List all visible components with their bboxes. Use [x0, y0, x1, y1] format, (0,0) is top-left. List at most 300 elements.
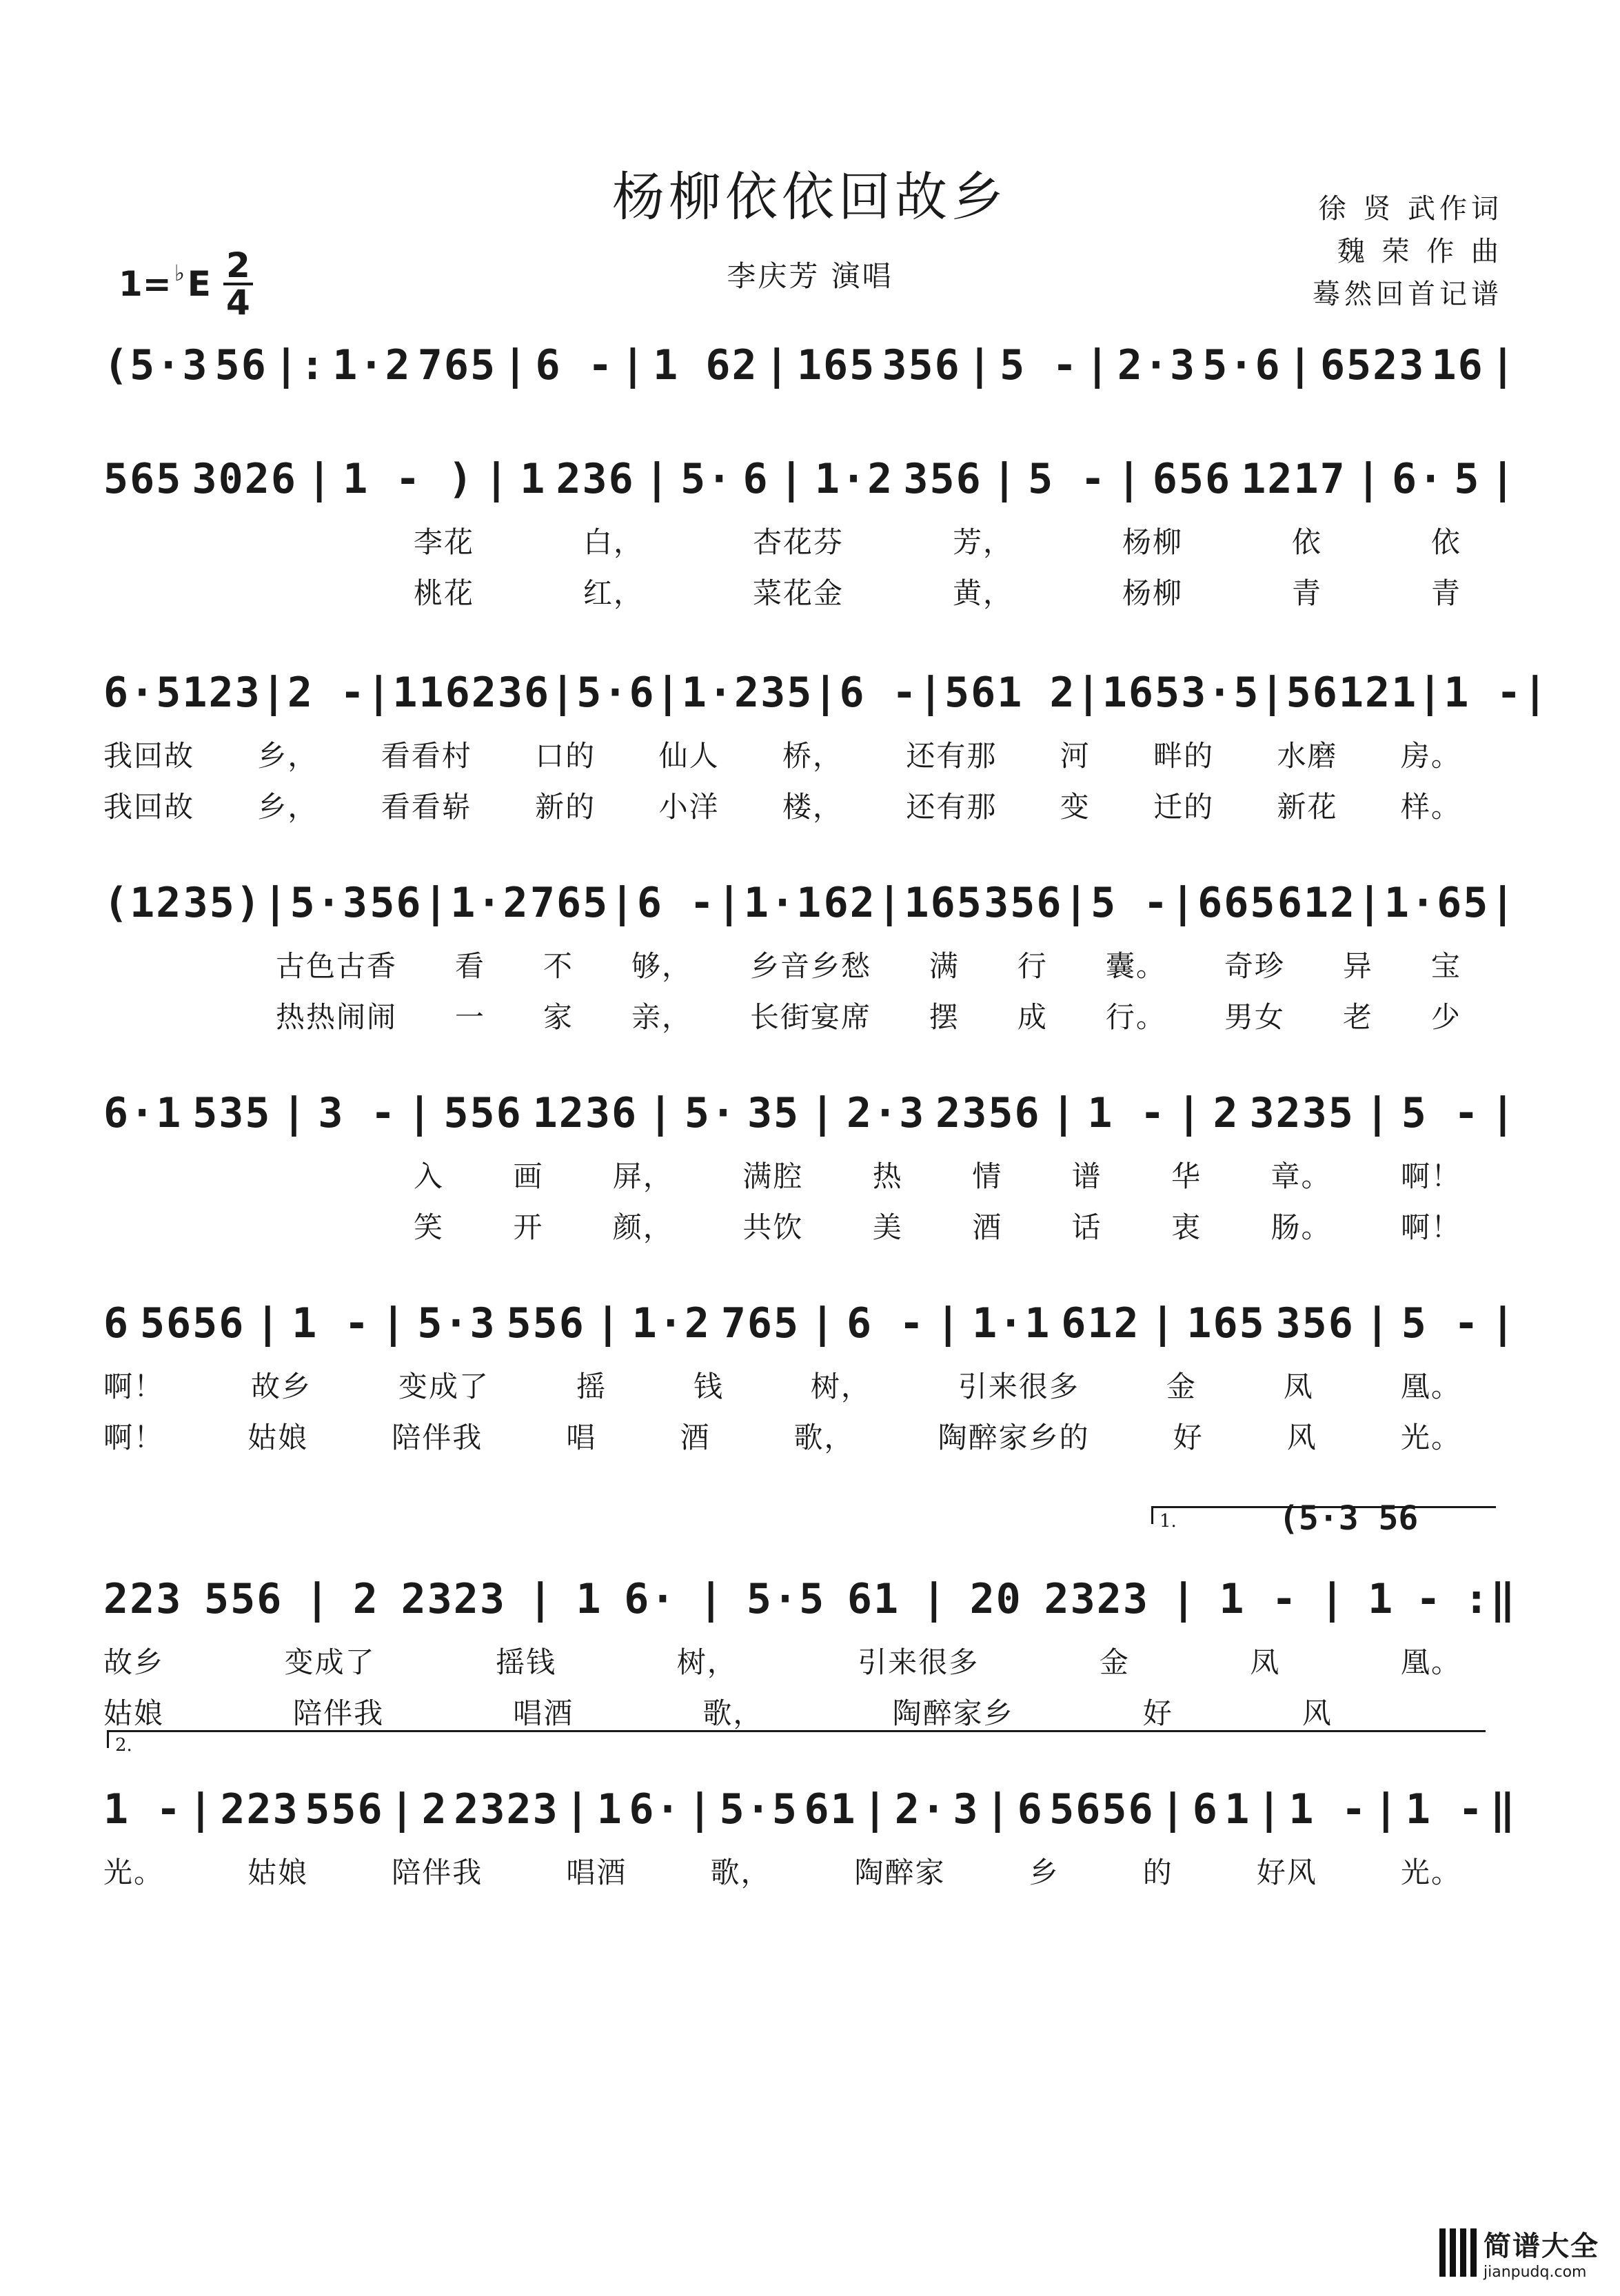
- note-group: 2 -: [287, 669, 367, 717]
- note-group: 556: [305, 1785, 384, 1833]
- lyric-word: 引来很多: [958, 1370, 1080, 1403]
- barline: |: [1116, 455, 1143, 503]
- note-group: 20: [969, 1575, 1022, 1623]
- lyrics-verse-1: [103, 1151, 1517, 1202]
- note-group: 1 -: [1444, 669, 1523, 717]
- barline: |: [366, 669, 393, 717]
- note-group: 165: [796, 341, 876, 389]
- watermark: [1439, 2224, 1599, 2281]
- note-group: 1 -: [1288, 1785, 1368, 1833]
- note-group: 535: [192, 1089, 272, 1137]
- lyric-word: 家: [543, 1000, 574, 1034]
- lyric-word: 少: [1430, 1000, 1461, 1034]
- note-group: 1: [576, 1575, 603, 1623]
- note-group: 1·1: [972, 1299, 1051, 1348]
- volta-2-bracket: [107, 1730, 1486, 1732]
- lyrics-verse-1: [103, 1847, 1517, 1898]
- barline: |: [1490, 1299, 1517, 1348]
- barline: :‖: [1464, 1575, 1517, 1623]
- barline: |: [1373, 1785, 1400, 1833]
- note-group: 116: [392, 669, 472, 717]
- lyric-word: 行。: [1105, 1000, 1166, 1034]
- note-group: 223: [220, 1785, 299, 1833]
- note-group: 356: [1275, 1299, 1355, 1348]
- score-system: [103, 655, 1549, 833]
- note-group: 2·3: [1117, 341, 1197, 389]
- lyric-word: 看看村: [381, 739, 472, 773]
- lyric-word: 成: [1017, 1000, 1048, 1034]
- note-group: 1 - ): [343, 455, 474, 503]
- lyric-word: 青: [1291, 576, 1322, 610]
- note-group: 6: [742, 455, 769, 503]
- lyric-word: 凤: [1283, 1370, 1314, 1403]
- note-group: 5·5: [719, 1785, 798, 1833]
- lyric-word: 样。: [1400, 790, 1461, 824]
- note-group: 556: [204, 1575, 283, 1623]
- note-group: 236: [556, 455, 635, 503]
- note-group: 6·5: [103, 669, 183, 717]
- barline: |: [1084, 341, 1111, 389]
- notes-line: [103, 865, 1517, 941]
- barline: |: [1417, 669, 1444, 717]
- lyric-word: 变成了: [398, 1370, 489, 1403]
- barline: |: [527, 1575, 554, 1623]
- score-system: [103, 1286, 1517, 1463]
- performer: 李庆芳 演唱: [727, 259, 893, 293]
- lyric-word: 宝: [1430, 949, 1461, 983]
- barline: |: [407, 1089, 434, 1137]
- barline: |: [1319, 1575, 1346, 1623]
- notes-line: [103, 655, 1549, 731]
- lyrics-verse-1: [103, 731, 1517, 782]
- lyric-word: 看看崭: [381, 790, 472, 824]
- lyric-word: 畔的: [1153, 739, 1215, 773]
- lyric-word: 看: [454, 949, 485, 983]
- lyric-word: 屏，: [612, 1159, 674, 1193]
- note-group: 6·1: [103, 1089, 183, 1137]
- lyric-word: 热: [872, 1159, 903, 1193]
- lyric-word: 口的: [535, 739, 596, 773]
- lyric-word: 芳，: [952, 525, 1013, 559]
- note-group: 1 2: [997, 669, 1076, 717]
- barline: |: [1357, 879, 1384, 927]
- lyric-word: 长街宴席: [749, 1000, 871, 1034]
- lyric-word: 凤: [1250, 1645, 1281, 1679]
- note-group: 56: [944, 669, 998, 717]
- lyric-word: 姑娘: [247, 1421, 309, 1454]
- lyric-word: 我回故: [103, 790, 195, 824]
- lyric-word: 陪伴我: [293, 1696, 385, 1730]
- note-group: 1: [596, 1785, 623, 1833]
- lyric-word: 红，: [583, 576, 644, 610]
- lyrics-verse-2: [103, 1412, 1517, 1463]
- barline: |: [778, 455, 805, 503]
- lyric-word: 话: [1071, 1210, 1102, 1244]
- lyric-word: 光。: [103, 1856, 165, 1889]
- notes-line: [103, 327, 1517, 403]
- barline: |: [1176, 1089, 1203, 1137]
- lyric-word: 树，: [676, 1645, 738, 1679]
- watermark-brand: 简谱大全: [1484, 2231, 1599, 2262]
- notes-line: [103, 1286, 1517, 1361]
- lyric-word: 依: [1291, 525, 1322, 559]
- note-group: 356: [903, 455, 982, 503]
- barline: |: [918, 669, 944, 717]
- note-group: 2·: [894, 1785, 947, 1833]
- barline: |: [687, 1785, 714, 1833]
- barline: |: [985, 1785, 1012, 1833]
- lyric-word: 画: [513, 1159, 544, 1193]
- lyric-word: 不: [543, 949, 574, 983]
- barline: |: [810, 1089, 837, 1137]
- time-top: 2: [223, 248, 253, 285]
- lyric-word: 凰。: [1400, 1370, 1461, 1403]
- note-group: -: [1415, 1575, 1443, 1623]
- note-group: 1·65: [1384, 879, 1490, 927]
- barline: |: [1063, 879, 1090, 927]
- note-group: 6·: [1392, 455, 1445, 503]
- lyric-word: 小洋: [658, 790, 720, 824]
- lyric-word: 房。: [1400, 739, 1461, 773]
- barline: |: [877, 879, 904, 927]
- note-group: 3: [953, 1785, 980, 1833]
- note-group: 5·3: [290, 879, 369, 927]
- note-group: 5 -: [1401, 1299, 1481, 1348]
- note-group: 565: [103, 455, 183, 503]
- note-group: 3·5: [1181, 669, 1260, 717]
- barline: |: [1075, 669, 1102, 717]
- lyric-word: 唱酒: [513, 1696, 574, 1730]
- lyric-word: 好: [1173, 1421, 1204, 1454]
- score-system: [103, 1075, 1517, 1253]
- lyric-word: 行: [1017, 949, 1048, 983]
- note-group: 3 -: [318, 1089, 397, 1137]
- lyric-word: 还有那: [906, 790, 998, 824]
- note-group: 5·5: [746, 1575, 826, 1623]
- lyric-word: 白，: [583, 525, 644, 559]
- lyric-word: 姑娘: [247, 1856, 309, 1889]
- note-group: 56: [369, 879, 423, 927]
- lyric-word: 唱酒: [566, 1856, 627, 1889]
- note-group: 5 -: [1091, 879, 1170, 927]
- lyric-word: 开: [513, 1210, 544, 1244]
- barline: |: [609, 879, 636, 927]
- barline: |: [1490, 455, 1517, 503]
- barline: |: [565, 1785, 591, 1833]
- note-group: 35): [183, 879, 263, 927]
- note-group: 2: [1213, 1089, 1239, 1137]
- barline: |: [647, 1089, 675, 1137]
- lyric-word: 新花: [1277, 790, 1338, 824]
- lyric-word: 谱: [1071, 1159, 1102, 1193]
- lyric-word: 黄，: [952, 576, 1013, 610]
- barline: |: [503, 341, 529, 389]
- note-group: 5·6: [576, 669, 656, 717]
- barline: |: [1287, 341, 1314, 389]
- note-group: 165: [904, 879, 983, 927]
- note-group: 5656: [139, 1299, 245, 1348]
- barline: |: [389, 1785, 416, 1833]
- note-group: 1 62: [653, 341, 758, 389]
- barline: |: [255, 1299, 282, 1348]
- lyrics-verse-2: [103, 782, 1517, 833]
- lyrics-verse-1: [103, 941, 1517, 992]
- composer: 魏 荣 作 曲: [1337, 236, 1503, 267]
- note-group: 62: [823, 879, 876, 927]
- watermark-url: jianpudq.com: [1484, 2264, 1587, 2281]
- barline: |: [810, 1299, 837, 1348]
- lyric-word: 歌，: [710, 1856, 771, 1889]
- barline: |: [423, 879, 449, 927]
- barline: |: [1490, 341, 1517, 389]
- key-prefix: 1=: [119, 264, 172, 304]
- barline: |: [655, 669, 682, 717]
- note-group: 6 -: [839, 669, 918, 717]
- lyric-word: 共饮: [742, 1210, 804, 1244]
- note-group: (12: [103, 879, 183, 927]
- lyric-word: 够，: [631, 949, 692, 983]
- lyric-word: 满腔: [742, 1159, 804, 1193]
- barline: |: [261, 669, 287, 717]
- barline: |: [921, 1575, 948, 1623]
- note-group: 6 -: [535, 341, 614, 389]
- barline: |: [1051, 1089, 1077, 1137]
- barline: |: [716, 879, 743, 927]
- note-group: 6: [1192, 1785, 1219, 1833]
- lyrics-verse-2: [103, 568, 1517, 619]
- barline: |: [305, 1575, 332, 1623]
- song-title: 杨柳依依回故乡: [612, 166, 1008, 227]
- note-group: 5 -: [1401, 1089, 1481, 1137]
- barline: |: [281, 1089, 308, 1137]
- lyric-word: 杏花芬: [752, 525, 844, 559]
- note-group: 2323: [1044, 1575, 1149, 1623]
- note-group: (5·3: [103, 341, 209, 389]
- lyric-word: 啊！: [1400, 1210, 1461, 1244]
- lyric-word: 衷: [1171, 1210, 1202, 1244]
- note-group: 5: [1454, 455, 1481, 503]
- lyric-word: 光。: [1400, 1856, 1461, 1889]
- lyric-word: 光。: [1400, 1421, 1461, 1454]
- lyric-word: 桃花: [414, 576, 475, 610]
- volta-1-tick: [1151, 1506, 1153, 1524]
- note-group: 35: [760, 669, 813, 717]
- lyrics-verse-2: [103, 1202, 1517, 1253]
- note-group: 165: [1186, 1299, 1266, 1348]
- lyric-word: 好: [1142, 1696, 1173, 1730]
- barline: |: [381, 1299, 407, 1348]
- note-group: 2323: [401, 1575, 507, 1623]
- barline: |: [966, 341, 993, 389]
- lyric-word: 唱: [566, 1421, 597, 1454]
- note-group: 61: [804, 1785, 857, 1833]
- score-system: [103, 1771, 1517, 1898]
- note-group: 1217: [1241, 455, 1346, 503]
- note-group: 1 -: [1087, 1089, 1166, 1137]
- lyric-word: 水磨: [1277, 739, 1338, 773]
- barline: |: [1364, 1089, 1391, 1137]
- lyric-word: 乡音乡愁: [749, 949, 871, 983]
- notes-line: [103, 1075, 1517, 1151]
- lyric-word: 陶醉家: [854, 1856, 946, 1889]
- lyric-word: 引来很多: [858, 1645, 980, 1679]
- lyric-word: 乡: [1029, 1856, 1060, 1889]
- barline: |: [644, 455, 671, 503]
- lyric-word: 金: [1099, 1645, 1130, 1679]
- lyric-word: 一: [454, 1000, 485, 1034]
- barline: |: [813, 669, 840, 717]
- note-group: 356: [984, 879, 1063, 927]
- lyric-word: 还有那: [906, 739, 998, 773]
- barline: ‖: [1490, 1785, 1517, 1833]
- lyric-word: 歌，: [702, 1696, 764, 1730]
- lyric-word: 菜花金: [752, 576, 844, 610]
- note-group: 1: [1224, 1785, 1251, 1833]
- notes-line: [103, 441, 1517, 517]
- piano-logo-icon: [1439, 2228, 1477, 2277]
- note-group: 1·2: [450, 879, 529, 927]
- note-group: 612: [1277, 879, 1357, 927]
- barline: |: [1259, 669, 1286, 717]
- notes-line: [103, 1771, 1517, 1847]
- notes-line: [103, 1561, 1517, 1637]
- note-group: 165: [1102, 669, 1182, 717]
- lyric-word: 啊！: [103, 1421, 165, 1454]
- barline: |: [1171, 1575, 1197, 1623]
- lyric-word: 变成了: [284, 1645, 376, 1679]
- note-group: 5656: [1049, 1785, 1155, 1833]
- barline: |: [263, 879, 290, 927]
- lyric-word: 姑娘: [103, 1696, 165, 1730]
- barline: |: [991, 455, 1018, 503]
- note-group: 123: [182, 669, 261, 717]
- score-system: [103, 441, 1517, 619]
- barline: |: [1160, 1785, 1187, 1833]
- barline: |: [1170, 879, 1197, 927]
- lyrics-verse-1: [103, 1361, 1517, 1412]
- note-group: 1·2: [631, 1299, 711, 1348]
- note-group: 2·3: [846, 1089, 926, 1137]
- lyrics-verse-1: [103, 1637, 1517, 1688]
- score-system: [103, 865, 1517, 1043]
- barline: |:: [273, 341, 327, 389]
- lyric-word: 陪伴我: [392, 1856, 483, 1889]
- barline: |: [550, 669, 577, 717]
- lyricist: 徐 贤 武作词: [1318, 193, 1503, 225]
- credits: [1313, 187, 1503, 316]
- barline: |: [1256, 1785, 1283, 1833]
- lyric-word: 啊！: [1400, 1159, 1461, 1193]
- lyric-word: 颜，: [612, 1210, 674, 1244]
- lyric-word: 陶醉家乡的: [938, 1421, 1090, 1454]
- lyrics-verse-2: [103, 992, 1517, 1043]
- barline: |: [698, 1575, 725, 1623]
- note-group: 3235: [1249, 1089, 1355, 1137]
- note-group: 2356: [935, 1089, 1041, 1137]
- lyric-word: 变: [1060, 790, 1091, 824]
- note-group: 6: [103, 1299, 130, 1348]
- lyric-word: 摇: [576, 1370, 607, 1403]
- lyric-word: 钱: [693, 1370, 724, 1403]
- flat-sign: ♭: [174, 260, 185, 286]
- lyric-word: 凰。: [1400, 1645, 1461, 1679]
- lyric-word: 酒: [972, 1210, 1003, 1244]
- lyric-word: 风: [1302, 1696, 1333, 1730]
- note-group: 356: [882, 341, 961, 389]
- lyric-word: 肠。: [1270, 1210, 1332, 1244]
- note-group: 6523: [1319, 341, 1426, 389]
- lyric-word: 新的: [535, 790, 596, 824]
- volta-1-label: 1.: [1160, 1511, 1177, 1532]
- lyric-word: 亲，: [631, 1000, 692, 1034]
- note-group: 1·2: [814, 455, 894, 503]
- note-group: 5·6: [1202, 341, 1282, 389]
- lyric-word: 杨柳: [1122, 576, 1183, 610]
- lyric-word: 古色古香: [276, 949, 398, 983]
- score-system: [103, 327, 1517, 403]
- lyric-word: 故乡: [250, 1370, 312, 1403]
- lyric-word: 杨柳: [1122, 525, 1183, 559]
- lyric-word: 的: [1142, 1856, 1173, 1889]
- note-group: 5 -: [1028, 455, 1107, 503]
- note-group: 1·1: [743, 879, 823, 927]
- transcriber: 蓦然回首记谱: [1313, 278, 1503, 310]
- lyric-word: 河: [1060, 739, 1091, 773]
- note-group: 6 -: [846, 1299, 926, 1348]
- barline: |: [1490, 879, 1517, 927]
- note-group: 1 -: [1405, 1785, 1485, 1833]
- note-group: 16: [1431, 341, 1484, 389]
- lyric-word: 树，: [810, 1370, 871, 1403]
- note-group: 2323: [454, 1785, 559, 1833]
- lyric-word: 酒: [680, 1421, 711, 1454]
- lyric-word: 满: [929, 949, 960, 983]
- note-group: 236: [471, 669, 551, 717]
- barline: |: [1364, 1299, 1391, 1348]
- lyric-word: 囊。: [1105, 949, 1166, 983]
- lyric-word: 乡，: [257, 739, 318, 773]
- barline: |: [188, 1785, 214, 1833]
- volta-1-notes: (5·3 56: [1279, 1499, 1419, 1538]
- lyric-word: 摇钱: [496, 1645, 557, 1679]
- time-bottom: 4: [225, 283, 250, 323]
- barline: |: [862, 1785, 889, 1833]
- lyric-word: 男女: [1224, 1000, 1285, 1034]
- barline: |: [1150, 1299, 1177, 1348]
- note-group: 656: [1152, 455, 1232, 503]
- lyric-word: 摆: [929, 1000, 960, 1034]
- barline: |: [620, 341, 647, 389]
- note-group: 2: [352, 1575, 379, 1623]
- lyric-word: 我回故: [103, 739, 195, 773]
- score-system: [103, 1561, 1517, 1739]
- lyric-word: 啊！: [103, 1370, 165, 1403]
- note-group: 1·2: [332, 341, 412, 389]
- lyric-word: 仙人: [658, 739, 720, 773]
- key-letter: E: [187, 264, 211, 304]
- note-group: 1·2: [681, 669, 761, 717]
- note-group: 5·: [684, 1089, 738, 1137]
- note-group: 35: [747, 1089, 800, 1137]
- note-group: 6 -: [636, 879, 716, 927]
- barline: |: [935, 1299, 962, 1348]
- lyric-word: 笑: [414, 1210, 445, 1244]
- lyric-word: 情: [972, 1159, 1003, 1193]
- lyric-word: 迁的: [1153, 790, 1215, 824]
- lyric-word: 乡，: [257, 790, 318, 824]
- lyric-word: 楼，: [782, 790, 843, 824]
- note-group: 223: [103, 1575, 183, 1623]
